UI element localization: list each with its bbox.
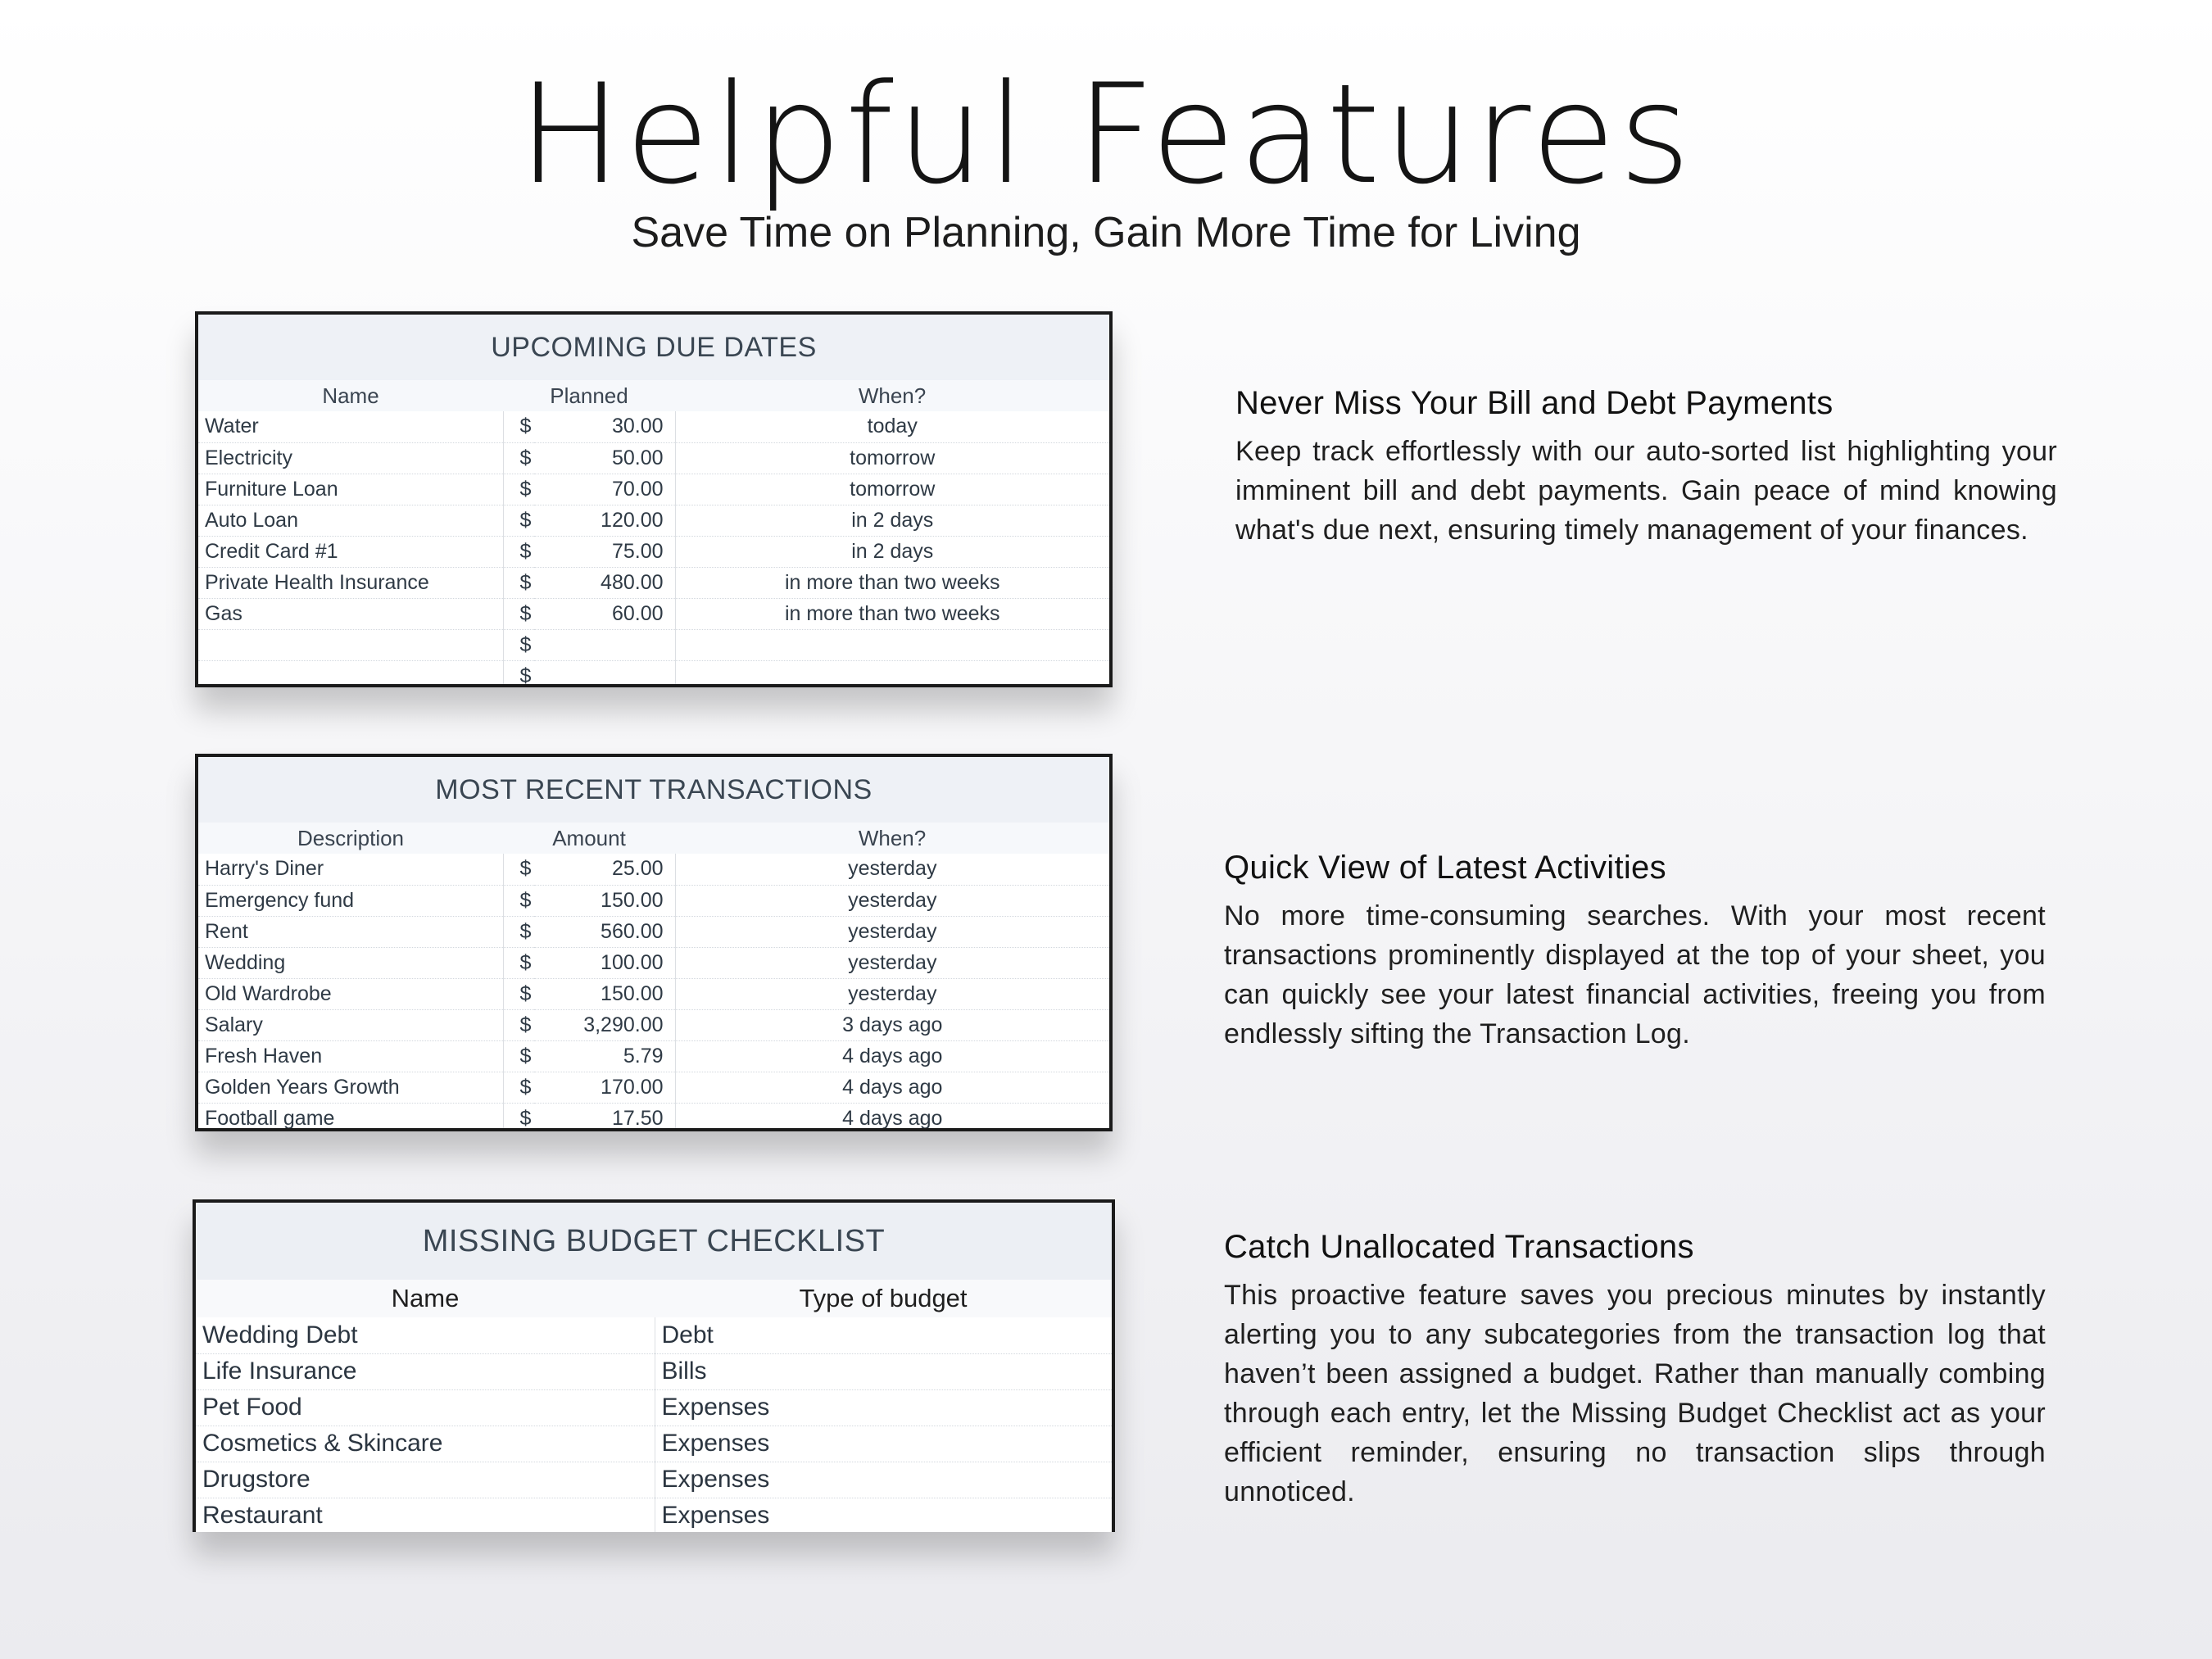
- row-name: Golden Years Growth: [198, 1072, 503, 1103]
- row-amount: 120.00: [534, 505, 675, 536]
- recent-transactions-table: [198, 823, 1109, 1131]
- row-amount: 5.79: [534, 1040, 675, 1072]
- row-name: Drugstore: [196, 1462, 655, 1498]
- table-row: [198, 474, 1109, 505]
- row-name: Private Health Insurance: [198, 567, 503, 598]
- row-amount: 70.00: [534, 474, 675, 505]
- table-row: [198, 854, 1109, 885]
- feature-body: This proactive feature saves you precious minutes by instantly alerting you to any subcategories from the transaction log that haven’t been assigned a budget. Rather than manually combing through each entry, let the Missing Budget Checklist act as your efficient reminder, ensuring no transaction slips through unnoticed.: [1224, 1280, 2046, 1507]
- row-currency: $: [503, 536, 534, 567]
- table-row: [196, 1498, 1112, 1532]
- table-header-row: [198, 823, 1109, 854]
- row-type: Expenses: [655, 1389, 1112, 1426]
- row-when: 4 days ago: [675, 1040, 1109, 1072]
- row-type: Expenses: [655, 1462, 1112, 1498]
- row-name: Rent: [198, 916, 503, 947]
- row-currency: $: [503, 567, 534, 598]
- row-type: Debt: [655, 1317, 1112, 1353]
- feature-body: Keep track effortlessly with our auto-sorted list highlighting your imminent bill and debt payments. Gain peace of mind knowing what's due next, ensuring timely management of your finances.: [1235, 436, 2057, 546]
- row-type: Expenses: [655, 1498, 1112, 1532]
- missing-budget-checklist-panel: [193, 1199, 1115, 1532]
- row-amount: 560.00: [534, 916, 675, 947]
- row-name: Auto Loan: [198, 505, 503, 536]
- row-currency: $: [503, 505, 534, 536]
- row-currency: $: [503, 660, 534, 687]
- table-row: [196, 1353, 1112, 1389]
- column-header-name: Name: [196, 1280, 655, 1317]
- row-currency: $: [503, 629, 534, 660]
- row-name: Harry's Diner: [198, 854, 503, 885]
- upcoming-due-dates-panel: [195, 311, 1113, 687]
- row-currency: $: [503, 947, 534, 978]
- row-when: in more than two weeks: [675, 598, 1109, 629]
- row-name: Life Insurance: [196, 1353, 655, 1389]
- row-name: Fresh Haven: [198, 1040, 503, 1072]
- row-amount: 150.00: [534, 978, 675, 1009]
- table-row: [198, 947, 1109, 978]
- row-name: Emergency fund: [198, 885, 503, 916]
- row-currency: $: [503, 1009, 534, 1040]
- feature-body: No more time-consuming searches. With your most recent transactions prominently displayed at the top of your sheet, you can quickly see your latest financial activities, freeing you from endlessly sifting the Transaction Log.: [1224, 900, 2046, 1049]
- row-name: Electricity: [198, 442, 503, 474]
- table-row: [196, 1389, 1112, 1426]
- missing-budget-checklist-table: [196, 1280, 1112, 1532]
- page-subtitle: Save Time on Planning, Gain More Time for Living: [631, 209, 1581, 256]
- column-header-name: Name: [198, 380, 503, 411]
- table-row: [198, 505, 1109, 536]
- row-name: [198, 629, 503, 660]
- row-when: in 2 days: [675, 536, 1109, 567]
- column-header-amount: Amount: [503, 823, 675, 854]
- column-header-planned: Planned: [503, 380, 675, 411]
- table-row: [196, 1317, 1112, 1353]
- upcoming-due-dates-rows: [198, 411, 1109, 687]
- row-amount: 17.50: [534, 1103, 675, 1131]
- row-amount: 30.00: [534, 411, 675, 442]
- feature-unallocated-transactions: [1224, 1229, 2046, 1512]
- table-row: [198, 660, 1109, 687]
- row-currency: $: [503, 474, 534, 505]
- recent-transactions-title: MOST RECENT TRANSACTIONS: [198, 757, 1109, 823]
- table-row: [198, 442, 1109, 474]
- table-row: [198, 885, 1109, 916]
- feature-bill-payments: [1235, 385, 2057, 550]
- feature-heading: Never Miss Your Bill and Debt Payments: [1235, 385, 1834, 421]
- row-when: in 2 days: [675, 505, 1109, 536]
- row-when: [675, 629, 1109, 660]
- row-when: yesterday: [675, 854, 1109, 885]
- feature-heading: Quick View of Latest Activities: [1224, 850, 1666, 886]
- missing-budget-checklist-title: MISSING BUDGET CHECKLIST: [196, 1203, 1112, 1280]
- row-amount: 3,290.00: [534, 1009, 675, 1040]
- row-name: Furniture Loan: [198, 474, 503, 505]
- column-header-description: Description: [198, 823, 503, 854]
- table-row: [198, 536, 1109, 567]
- row-name: Restaurant: [196, 1498, 655, 1532]
- row-name: Water: [198, 411, 503, 442]
- upcoming-due-dates-title: UPCOMING DUE DATES: [198, 315, 1109, 380]
- table-row: [198, 567, 1109, 598]
- row-when: yesterday: [675, 916, 1109, 947]
- row-name: Credit Card #1: [198, 536, 503, 567]
- row-name: Old Wardrobe: [198, 978, 503, 1009]
- row-currency: $: [503, 1103, 534, 1131]
- row-type: Bills: [655, 1353, 1112, 1389]
- row-currency: $: [503, 1072, 534, 1103]
- row-amount: 25.00: [534, 854, 675, 885]
- row-currency: $: [503, 854, 534, 885]
- table-row: [198, 916, 1109, 947]
- table-row: [198, 629, 1109, 660]
- row-amount: 150.00: [534, 885, 675, 916]
- feature-latest-activities: [1224, 850, 2046, 1054]
- row-name: Pet Food: [196, 1389, 655, 1426]
- table-row: [198, 1040, 1109, 1072]
- row-when: [675, 660, 1109, 687]
- row-name: Wedding: [198, 947, 503, 978]
- row-name: Gas: [198, 598, 503, 629]
- row-when: tomorrow: [675, 474, 1109, 505]
- row-amount: 75.00: [534, 536, 675, 567]
- row-currency: $: [503, 885, 534, 916]
- column-header-type-of-budget: Type of budget: [655, 1280, 1112, 1317]
- row-name: Football game: [198, 1103, 503, 1131]
- table-row: [198, 1103, 1109, 1131]
- row-when: 3 days ago: [675, 1009, 1109, 1040]
- table-row: [196, 1462, 1112, 1498]
- row-currency: $: [503, 916, 534, 947]
- row-name: [198, 660, 503, 687]
- row-amount: 60.00: [534, 598, 675, 629]
- row-type: Expenses: [655, 1426, 1112, 1462]
- upcoming-due-dates-table: [198, 380, 1109, 687]
- table-header-row: [198, 380, 1109, 411]
- column-header-when: When?: [675, 823, 1109, 854]
- row-currency: $: [503, 598, 534, 629]
- column-header-when: When?: [675, 380, 1109, 411]
- table-row: [196, 1426, 1112, 1462]
- recent-transactions-panel: [195, 754, 1113, 1131]
- row-when: tomorrow: [675, 442, 1109, 474]
- row-name: Cosmetics & Skincare: [196, 1426, 655, 1462]
- row-amount: [534, 629, 675, 660]
- table-row: [198, 1072, 1109, 1103]
- table-header-row: [196, 1280, 1112, 1317]
- row-amount: 50.00: [534, 442, 675, 474]
- row-when: yesterday: [675, 947, 1109, 978]
- row-name: Salary: [198, 1009, 503, 1040]
- recent-transactions-rows: [198, 854, 1109, 1131]
- row-amount: 100.00: [534, 947, 675, 978]
- row-amount: 170.00: [534, 1072, 675, 1103]
- row-when: yesterday: [675, 885, 1109, 916]
- row-when: 4 days ago: [675, 1072, 1109, 1103]
- row-when: 4 days ago: [675, 1103, 1109, 1131]
- row-amount: 480.00: [534, 567, 675, 598]
- row-when: yesterday: [675, 978, 1109, 1009]
- table-row: [198, 598, 1109, 629]
- page-title: Helpful Features: [518, 54, 1694, 215]
- row-amount: [534, 660, 675, 687]
- row-currency: $: [503, 978, 534, 1009]
- row-currency: $: [503, 442, 534, 474]
- row-currency: $: [503, 1040, 534, 1072]
- missing-budget-checklist-rows: [196, 1317, 1112, 1532]
- feature-heading: Catch Unallocated Transactions: [1224, 1229, 1694, 1265]
- table-row: [198, 978, 1109, 1009]
- row-when: in more than two weeks: [675, 567, 1109, 598]
- row-currency: $: [503, 411, 534, 442]
- table-row: [198, 1009, 1109, 1040]
- row-name: Wedding Debt: [196, 1317, 655, 1353]
- table-row: [198, 411, 1109, 442]
- row-when: today: [675, 411, 1109, 442]
